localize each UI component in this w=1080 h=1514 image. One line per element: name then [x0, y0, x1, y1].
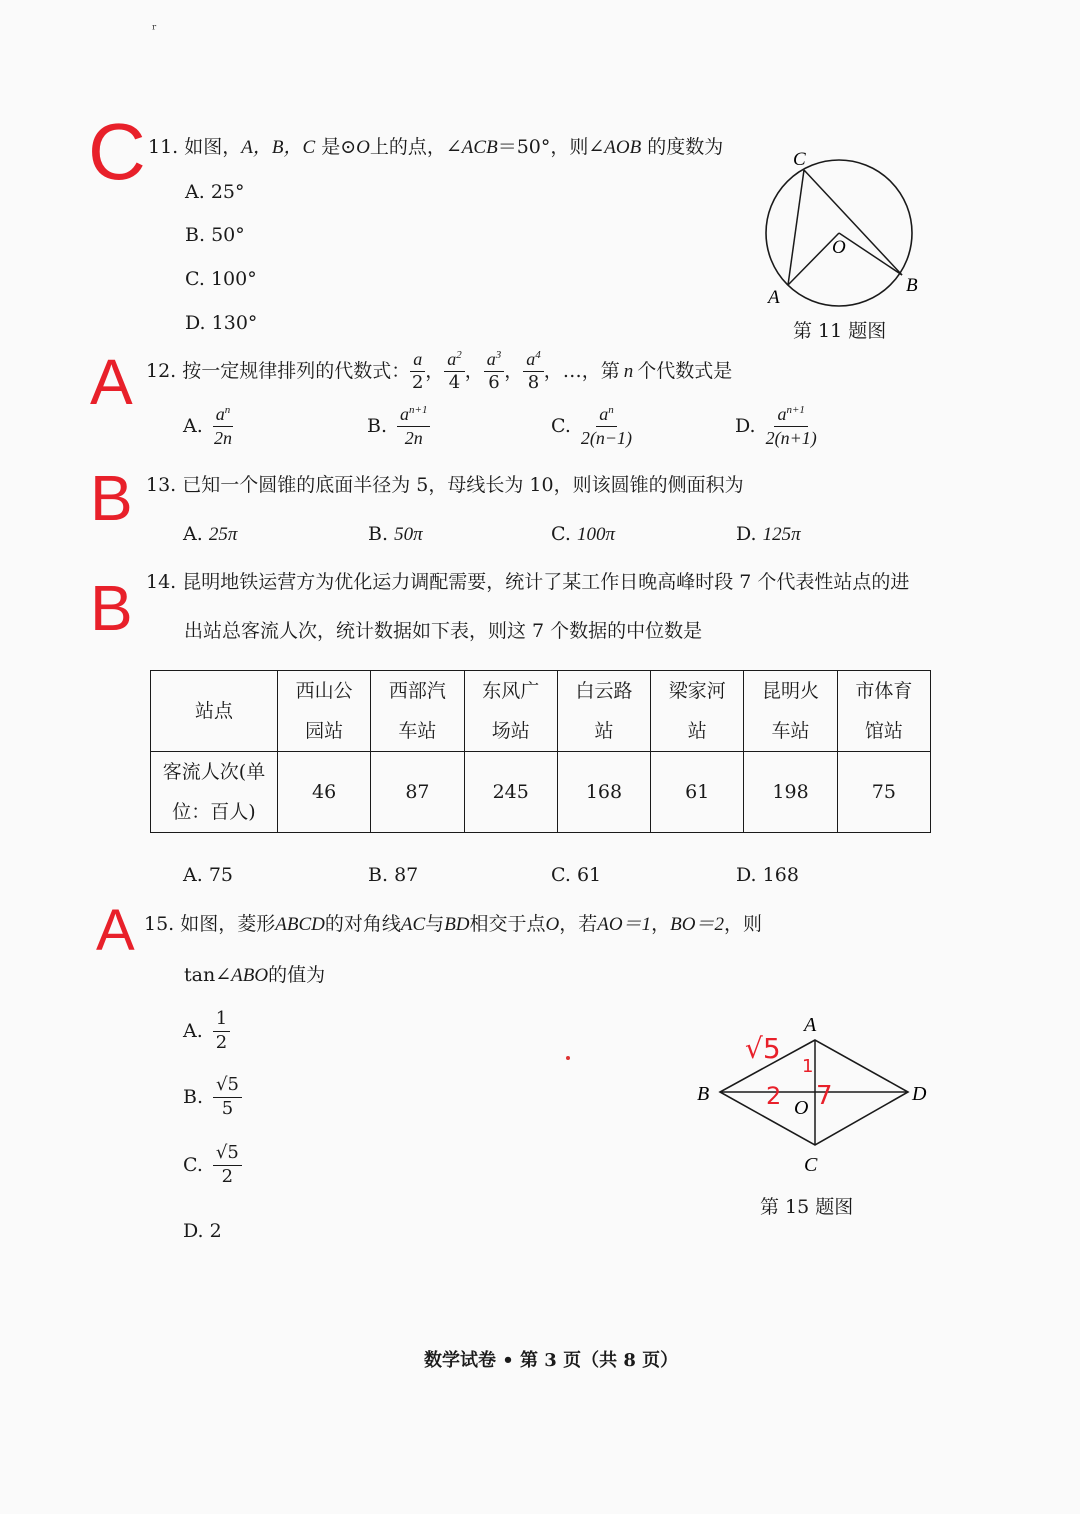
label-o: O: [794, 1097, 809, 1119]
label-b: B: [906, 275, 918, 296]
q12-option-b[interactable]: B. $\frac{a^{n+1}}{2n}$: [367, 405, 430, 448]
q13-option-b[interactable]: B. 50π: [368, 523, 423, 545]
table-cell: 198: [744, 752, 837, 833]
table-cell: 168: [557, 752, 650, 833]
q14-option-b[interactable]: B. 87: [368, 864, 419, 886]
label-c: C: [804, 1154, 818, 1176]
handwritten-two: 2: [766, 1082, 782, 1110]
table-cell: 61: [651, 752, 744, 833]
q11-figure-caption: 第 11 题图: [793, 320, 887, 342]
q13-option-c[interactable]: C. 100π: [551, 523, 615, 545]
q11-circle-figure: [752, 145, 927, 315]
question-11-text: 11. 如图，A，B，C 是⊙O上的点，∠ACB＝50°，则∠AOB 的度数为: [148, 136, 724, 158]
label-d: D: [912, 1083, 927, 1105]
handwritten-seven: 7: [816, 1081, 833, 1111]
table-header-cell: 东风广 场站: [464, 671, 557, 752]
q13-option-a[interactable]: A. 25π: [183, 523, 238, 545]
seq-term-1: $\frac{a}{2}$: [412, 349, 424, 393]
stray-mark: ʳ: [152, 22, 157, 38]
q11-option-a[interactable]: A. 25°: [185, 181, 245, 203]
q15-option-b[interactable]: B. $\frac{√5}{5}$: [183, 1076, 242, 1119]
table-header-station: 站点: [151, 671, 278, 752]
answer-mark-q13: B: [90, 462, 133, 534]
segment-ob: [839, 233, 902, 275]
q15-option-d[interactable]: D. 2: [183, 1220, 222, 1242]
table-cell: 75: [837, 752, 930, 833]
page-footer: 数学试卷 • 第 3 页（共 8 页）: [424, 1350, 679, 1371]
question-number: 11.: [148, 136, 179, 158]
q11-option-c[interactable]: C. 100°: [185, 268, 257, 290]
answer-mark-q15: A: [96, 898, 135, 963]
q12-option-a[interactable]: A. $\frac{a^n}{2n}$: [183, 404, 233, 448]
table-header-cell: 梁家河 站: [651, 671, 744, 752]
q12-option-d[interactable]: D. $\frac{a^{n+1}}{2(n+1)}$: [735, 404, 817, 448]
question-12-text: 12. 按一定规律排列的代数式： $\frac{a}{2}$ ， $\frac{a^2}{4}$ ， $\frac{a^3}{6}$ ， $\frac{a^4}{8}$ ，…，第 n 个代数式是: [146, 349, 733, 393]
q12-option-c[interactable]: C. $\frac{a^n}{2(n-1)}$: [551, 404, 633, 448]
table-cell: 245: [464, 752, 557, 833]
table-header-cell: 白云路 站: [557, 671, 650, 752]
label-o: O: [832, 237, 846, 258]
table-cell: 87: [371, 752, 464, 833]
question-14-line1: 14. 昆明地铁运营方为优化运力调配需要，统计了某工作日晚高峰时段 7 个代表性站点的进: [146, 571, 910, 593]
table-row: [151, 752, 931, 833]
segment-cb: [804, 170, 902, 275]
q15-option-a[interactable]: A. $\frac{1}{2}$: [183, 1010, 230, 1053]
q15-rhombus-figure: [690, 1010, 940, 1180]
q14-option-a[interactable]: A. 75: [183, 864, 233, 886]
question-13-text: 13. 已知一个圆锥的底面半径为 5，母线长为 10，则该圆锥的侧面积为: [146, 474, 744, 496]
q13-option-d[interactable]: D. 125π: [736, 523, 801, 545]
table-header-cell: 昆明火 车站: [744, 671, 837, 752]
label-c: C: [793, 149, 806, 170]
label-a: A: [768, 287, 780, 308]
q14-option-c[interactable]: C. 61: [551, 864, 602, 886]
question-15-line2: tan∠ABO的值为: [184, 964, 326, 986]
handwritten-one: 1: [802, 1056, 814, 1077]
q15-figure-caption: 第 15 题图: [760, 1196, 854, 1218]
question-number: 14.: [146, 571, 177, 593]
table-row: [151, 671, 931, 752]
q14-option-d[interactable]: D. 168: [736, 864, 799, 886]
stray-dot: [566, 1056, 570, 1060]
q11-option-b[interactable]: B. 50°: [185, 224, 245, 246]
question-number: 12.: [146, 359, 177, 382]
question-number: 13.: [146, 474, 177, 496]
table-header-cell: 西山公 园站: [278, 671, 371, 752]
question-15-line1: 15. 如图，菱形ABCD的对角线AC与BD相交于点O，若AO＝1，BO＝2，则: [144, 913, 762, 935]
q15-option-c[interactable]: C. $\frac{√5}{2}$: [183, 1144, 242, 1187]
question-number: 15.: [144, 913, 175, 935]
seq-term-4: $\frac{a^4}{8}$: [523, 350, 544, 393]
handwritten-sqrt5: √5: [745, 1032, 781, 1065]
segment-ca: [788, 170, 804, 285]
answer-mark-q14: B: [90, 572, 133, 644]
table-header-cell: 西部汽 车站: [371, 671, 464, 752]
label-b: B: [697, 1083, 710, 1105]
seq-term-2: $\frac{a^2}{4}$: [444, 350, 465, 393]
answer-mark-q11: C: [88, 107, 146, 196]
passenger-flow-table: [150, 670, 931, 833]
q11-option-d[interactable]: D. 130°: [185, 312, 258, 334]
table-header-cell: 市体育 馆站: [837, 671, 930, 752]
seq-term-3: $\frac{a^3}{6}$: [484, 350, 505, 393]
label-a: A: [804, 1014, 817, 1036]
question-14-line2: 出站总客流人次，统计数据如下表，则这 7 个数据的中位数是: [184, 620, 703, 642]
table-header-flow: 客流人次(单 位：百人): [151, 752, 278, 833]
table-cell: 46: [278, 752, 371, 833]
answer-mark-q12: A: [90, 346, 133, 418]
